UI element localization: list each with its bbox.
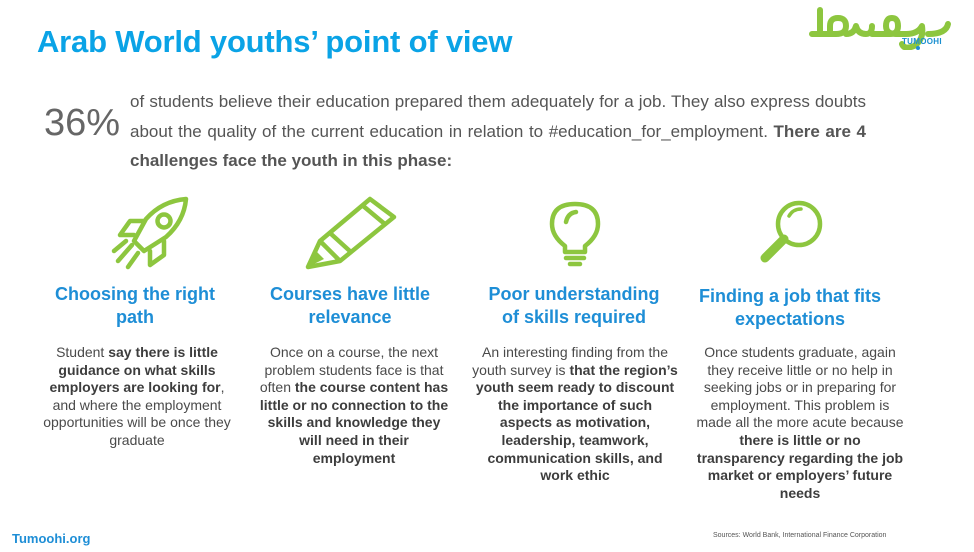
page-title: Arab World youths’ point of view — [37, 24, 513, 59]
footer-sources: Sources: World Bank, International Finance Corporation — [713, 532, 887, 539]
challenge-text-1 — [42, 344, 232, 450]
tumoohi-logo-mark — [806, 4, 972, 50]
challenge-title-1: Choosing the right path — [55, 284, 215, 327]
challenge-title-2: Courses have little relevance — [269, 284, 431, 327]
challenge-text-bold: the course content has little or no connection to the skills and knowledge they will need in their employment — [259, 379, 449, 466]
challenge-title-3: Poor understanding of skills required — [488, 284, 660, 327]
challenge-text-bold: say there is little guidance on what skills employers are looking for — [49, 344, 221, 396]
challenge-text-2 — [258, 344, 450, 467]
pencil-icon — [300, 195, 400, 273]
challenge-text-4 — [694, 344, 906, 502]
challenge-title-4: Finding a job that fits expectations — [699, 286, 881, 329]
stat-percentage: 36% — [44, 102, 121, 144]
challenge-text-3 — [470, 344, 680, 485]
intro-paragraph — [130, 87, 866, 176]
intro-text: of students believe their education prepared them adequately for a job. They also express doubts about the quality of the current education in relation to #education_for_employment. — [130, 92, 866, 141]
challenge-text-part: Once students graduate, again they receive little or no help in seeking jobs or in preparing for employment. This problem is made all the more acute because — [696, 344, 904, 431]
magnifier-icon — [757, 198, 827, 268]
challenge-text-part: An interesting finding from the youth survey is — [472, 344, 668, 378]
rocket-icon — [108, 195, 192, 273]
challenge-text-part: , and where the employment opportunities will be once they graduate — [43, 379, 231, 448]
intro-emphasis: There are 4 challenges face the youth in this phase: — [130, 121, 866, 170]
challenge-text-part: Once on a course, the next problem students face is that often — [259, 344, 444, 396]
footer-site-link[interactable]: Tumoohi.org — [12, 531, 91, 546]
logo-wordmark: TUMOOHI — [902, 37, 942, 46]
tumoohi-logo — [806, 4, 972, 50]
challenge-text-bold: that the region’s youth seem ready to discount the importance of such aspects as motivation, leadership, teamwork, communication skills, and work ethic — [475, 361, 678, 484]
challenge-text-bold: there is little or no transparency regarding the job market or employers’ future needs — [696, 431, 904, 501]
challenge-text-part: Student — [56, 344, 109, 360]
lightbulb-icon — [548, 200, 602, 272]
